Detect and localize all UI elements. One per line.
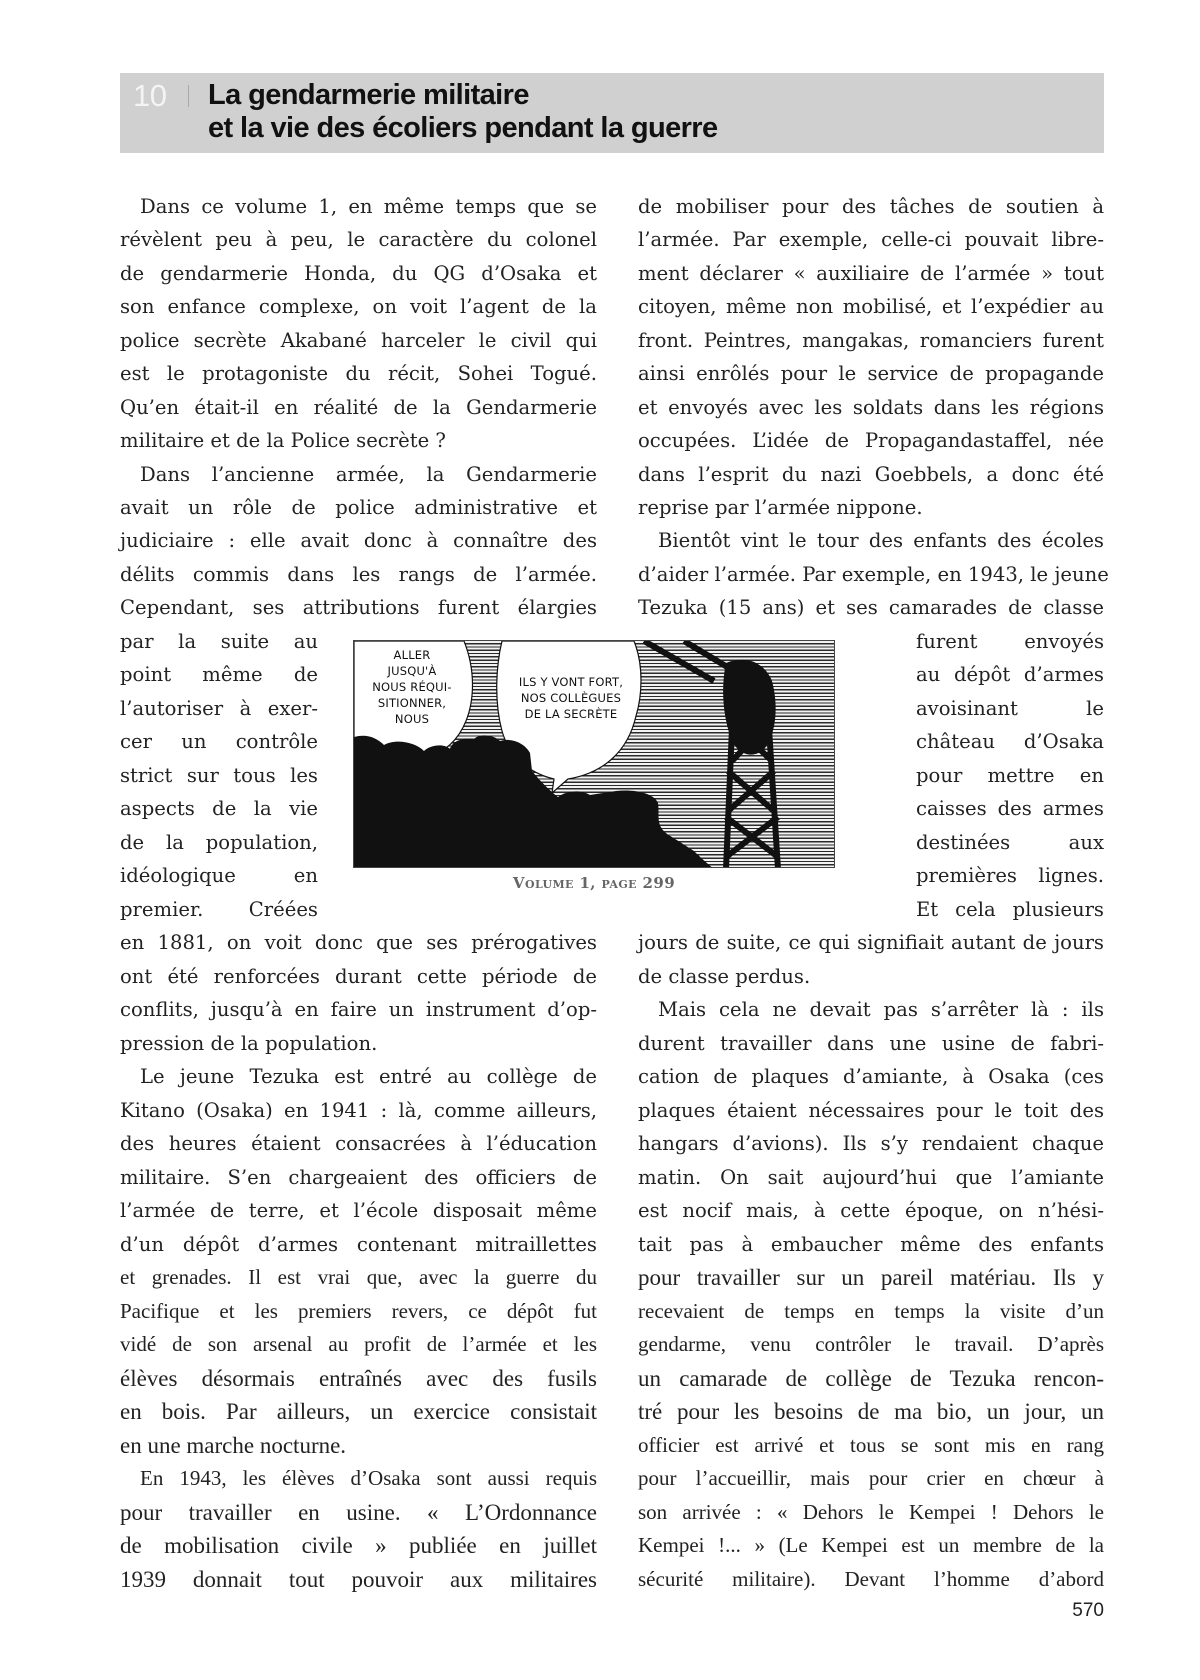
chapter-header: [120, 73, 1104, 153]
body-line: officier est arrivé et tous se sont mis en rang: [638, 1433, 1104, 1457]
body-line: de classe perdus.: [638, 965, 811, 988]
body-line: militaire. S’en chargeaient des officiers de: [120, 1166, 597, 1189]
header-divider: [188, 85, 189, 107]
body-line: et grenades. Il est vrai que, avec la guerre du: [120, 1265, 597, 1289]
bubble-line: ALLER: [393, 648, 431, 662]
body-line: tait pas à embaucher même des enfants: [638, 1233, 1104, 1256]
body-line: Bientôt vint le tour des enfants des écoles: [658, 529, 1104, 552]
body-line: caisses des armes: [916, 797, 1104, 820]
chapter-title-line-2: et la vie des écoliers pendant la guerre: [208, 112, 718, 144]
body-line: avoisinant le: [916, 697, 1104, 720]
body-line: de mobilisation civile » publiée en juillet: [120, 1533, 597, 1558]
body-line: pour mettre en: [916, 764, 1104, 787]
body-line: au dépôt d’armes: [916, 663, 1104, 686]
body-line: par la suite au: [120, 630, 318, 653]
body-line: conflits, jusqu’à en faire un instrument d’op-: [120, 998, 597, 1021]
bubble-line: NOUS RÉQUI-: [372, 680, 452, 694]
body-line: révèlent peu à peu, le caractère du colonel: [120, 228, 597, 251]
body-line: pour l’accueillir, mais pour crier en chœur à: [638, 1466, 1104, 1490]
body-line: château d’Osaka: [916, 730, 1104, 753]
body-line: occupées. L’idée de Propagandastaffel, née: [638, 429, 1104, 452]
chapter-number: 10: [133, 78, 167, 113]
body-line: en bois. Par ailleurs, un exercice consistait: [120, 1399, 597, 1424]
body-line: police secrète Akabané harceler le civil qui: [120, 329, 597, 352]
body-line: cation de plaques d’amiante, à Osaka (ces: [638, 1065, 1104, 1088]
body-line: premières lignes.: [916, 864, 1104, 887]
body-line: pression de la population.: [120, 1032, 378, 1055]
body-line: plaques étaient nécessaires pour le toit des: [638, 1099, 1104, 1122]
body-line: furent envoyés: [916, 630, 1104, 653]
body-line: est nocif mais, à cette époque, on n’hési-: [638, 1199, 1104, 1222]
body-line: l’autoriser à exer-: [120, 697, 318, 720]
body-line: front. Peintres, mangakas, romanciers furent: [638, 329, 1104, 352]
body-line: Mais cela ne devait pas s’arrêter là : ils: [658, 998, 1104, 1021]
body-line: cer un contrôle: [120, 730, 318, 753]
body-line: Et cela plusieurs: [916, 898, 1104, 921]
bubble-line: ILS Y VONT FORT,: [518, 675, 624, 689]
body-line: Le jeune Tezuka est entré au collège de: [140, 1065, 597, 1088]
body-line: d’aider l’armée. Par exemple, en 1943, le jeune: [638, 563, 1109, 586]
body-line: Tezuka (15 ans) et ses camarades de classe: [638, 596, 1104, 619]
body-line: un camarade de collège de Tezuka rencon-: [638, 1366, 1104, 1391]
bubble-line: NOS COLLÈGUES: [520, 691, 622, 705]
body-line: est le protagoniste du récit, Sohei Togué.: [120, 362, 597, 385]
body-line: judiciaire : elle avait donc à connaître des: [120, 529, 597, 552]
speech-bubble-right: [506, 674, 636, 722]
body-line: Dans ce volume 1, en même temps que se: [140, 195, 597, 218]
body-line: matin. On sait aujourd’hui que l’amiante: [638, 1166, 1104, 1189]
body-line: de la population,: [120, 831, 318, 854]
body-line: jours de suite, ce qui signifiait autant de jours: [638, 931, 1104, 954]
body-line: son enfance complexe, on voit l’agent de la: [120, 295, 597, 318]
body-line: recevaient de temps en temps la visite d’un: [638, 1299, 1104, 1323]
body-line: et envoyés avec les soldats dans les régions: [638, 396, 1104, 419]
body-line: En 1943, les élèves d’Osaka sont aussi requis: [140, 1466, 597, 1490]
body-line: durent travailler dans une usine de fabri-: [638, 1032, 1104, 1055]
body-line: élèves désormais entraînés avec des fusils: [120, 1366, 597, 1391]
bubble-line: NOUS: [394, 712, 430, 726]
bubble-line: SITIONNER,: [377, 696, 447, 710]
body-line: destinées aux: [916, 831, 1104, 854]
body-line: tré pour les besoins de ma bio, un jour, un: [638, 1399, 1104, 1424]
body-line: Dans l’ancienne armée, la Gendarmerie: [140, 463, 597, 486]
body-line: en une marche nocturne.: [120, 1433, 347, 1458]
page-number: 570: [1072, 1600, 1104, 1621]
figure-caption: Volume 1, page 299: [512, 874, 676, 892]
body-line: Kempei !... » (Le Kempei est un membre de la: [638, 1533, 1104, 1557]
body-line: délits commis dans les rangs de l’armée.: [120, 563, 597, 586]
body-line: Qu’en était-il en réalité de la Gendarmerie: [120, 396, 597, 419]
body-line: de gendarmerie Honda, du QG d’Osaka et: [120, 262, 597, 285]
chapter-title-line-1: La gendarmerie militaire: [208, 79, 529, 111]
body-line: premier. Créées: [120, 898, 318, 921]
body-line: sécurité militaire). Devant l’homme d’abord: [638, 1567, 1104, 1591]
body-line: hangars d’avions). Ils s’y rendaient chaque: [638, 1132, 1104, 1155]
bubble-line: DE LA SECRÈTE: [524, 707, 618, 721]
body-line: avait un rôle de police administrative et: [120, 496, 597, 519]
body-line: Pacifique et les premiers revers, ce dépôt fut: [120, 1299, 597, 1323]
body-line: vidé de son arsenal au profit de l’armée et les: [120, 1332, 597, 1356]
body-line: aspects de la vie: [120, 797, 318, 820]
body-line: reprise par l’armée nippone.: [638, 496, 923, 519]
body-line: Cependant, ses attributions furent élargies: [120, 596, 597, 619]
body-line: de mobiliser pour des tâches de soutien à: [638, 195, 1104, 218]
body-line: ainsi enrôlés pour le service de propagande: [638, 362, 1104, 385]
body-line: en 1881, on voit donc que ses prérogatives: [120, 931, 597, 954]
body-line: ont été renforcées durant cette période de: [120, 965, 597, 988]
body-line: dans l’esprit du nazi Goebbels, a donc été: [638, 463, 1104, 486]
body-line: pour travailler en usine. « L’Ordonnance: [120, 1500, 597, 1525]
body-line: idéologique en: [120, 864, 318, 887]
chapter-title: [208, 79, 718, 145]
body-line: d’un dépôt d’armes contenant mitraillettes: [120, 1233, 597, 1256]
manga-panel-figure: [353, 640, 835, 868]
body-line: point même de: [120, 663, 318, 686]
body-line: militaire et de la Police secrète ?: [120, 429, 446, 452]
body-line: gendarme, venu contrôler le travail. D’après: [638, 1332, 1104, 1356]
body-line: citoyen, même non mobilisé, et l’expédier au: [638, 295, 1104, 318]
body-line: pour travailler sur un pareil matériau. Ils y: [638, 1265, 1104, 1290]
body-line: Kitano (Osaka) en 1941 : là, comme ailleurs,: [120, 1099, 597, 1122]
body-line: des heures étaient consacrées à l’éducation: [120, 1132, 597, 1155]
body-line: 1939 donnait tout pouvoir aux militaires: [120, 1567, 597, 1592]
body-line: l’armée de terre, et l’école disposait même: [120, 1199, 597, 1222]
speech-bubble-left: [360, 647, 464, 727]
body-line: son arrivée : « Dehors le Kempei ! Dehors le: [638, 1500, 1104, 1524]
bubble-line: JUSQU'À: [387, 664, 437, 678]
body-line: strict sur tous les: [120, 764, 318, 787]
body-line: ment déclarer « auxiliaire de l’armée » tout: [638, 262, 1104, 285]
body-line: l’armée. Par exemple, celle-ci pouvait libre-: [638, 228, 1104, 251]
